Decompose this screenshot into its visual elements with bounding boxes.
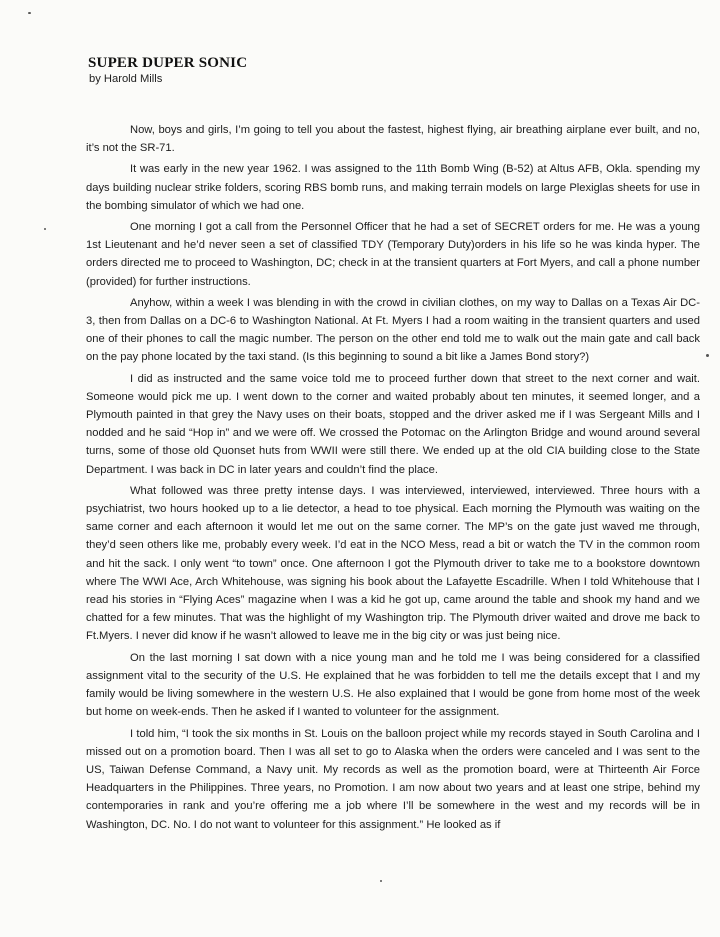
scan-speck bbox=[706, 354, 709, 357]
paragraph: On the last morning I sat down with a nice young man and he told me I was being considered for a classified assignment vital to the security of the U.S. He explained that he was forbidden to tell me the details except that I and my family would be living somewhere in the western U.S. He also explained that I would be gone from home most of the week but home on week-ends. Then he asked if I wanted to volunteer for the assignment. bbox=[86, 651, 700, 719]
scan-speck bbox=[44, 228, 46, 230]
author-byline: by Harold Mills bbox=[89, 73, 163, 85]
paragraph: What followed was three pretty intense days. I was interviewed, interviewed, interviewed. Three hours with a psychiatrist, two hours hooked up to a lie detector, a head to toe physical. Each morning the Plymouth was waiting on the same corner and each afternoon it would let me out on the same corner. The MP’s on the gate just waved me through, they’d seen others like me, probably every week. I’d eat in the NCO Mess, read a bit or watch the TV in the common room and hit the sack. I only went “to town” once. One afternoon I got the Plymouth driver to take me to a bookstore downtown where The WWI Ace, Arch Whitehouse, was signing his book about the Lafayette Escadrille. When I told Whitehouse that I read his stories in “Flying Aces” magazine when I was a kid he got up, came around the table and shook my hand and we chatted for a few minutes. That was the highlight of my Washington trip. The Plymouth driver waited and drove me back to Ft.Myers. I never did know if he wasn’t allowed to leave me in the big city or was just being nice. bbox=[86, 484, 700, 643]
paragraph: It was early in the new year 1962. I was assigned to the 11th Bomb Wing (B-52) at Altus AFB, Okla. spending my days building nuclear strike folders, scoring RBS bomb runs, and making terrain models on large Plexiglas sheets for use in the bombing simulator of which we had one. bbox=[86, 163, 700, 212]
paragraph: Anyhow, within a week I was blending in with the crowd in civilian clothes, on my way to Dallas on a Texas Air DC-3, then from Dallas on a DC-6 to Washington National. At Ft. Myers I had a room waiting in the transient quarters and used one of their phones to call the magic number. The person on the other end told me to walk out the main gate and call back on the pay phone located by the taxi stand. (Is this beginning to sound a bit like a James Bond story?) bbox=[86, 296, 700, 364]
paragraph: One morning I got a call from the Personnel Officer that he had a set of SECRET orders for me. He was a young 1st Lieutenant and he’d never seen a set of classified TDY (Temporary Duty)orders in his life so he was kinda hyper. The orders directed me to proceed to Washington, DC; check in at the transient quarters at Fort Myers, and call a phone number (provided) for further instructions. bbox=[86, 221, 700, 288]
scan-speck bbox=[28, 12, 31, 14]
paragraph: I did as instructed and the same voice told me to proceed further down that street to the next corner and wait. Someone would pick me up. I went down to the corner and waited probably about ten minutes, it seemed longer, and a Plymouth painted in that grey the Navy uses on their boats, stopped and the driver asked me if I was Sergeant Mills and I nodded and he said “Hop in” and we were off. We crossed the Potomac on the Arlington Bridge and wound around several turns, some of those old Quonset huts from WWII were still there. We ended up at the old CIA building close to the State Department. I was back in DC in later years and couldn’t find the place. bbox=[86, 372, 700, 476]
paragraph: Now, boys and girls, I’m going to tell you about the fastest, highest flying, air breathing airplane ever built, and no, it’s not the SR-71. bbox=[86, 124, 700, 155]
document-title: SUPER DUPER SONIC bbox=[88, 55, 248, 71]
paragraph: I told him, “I took the six months in St. Louis on the balloon project while my records stayed in South Carolina and I missed out on a promotion board. Then I was all set to go to Alaska when the orders were canceled and I was sent to the US, Taiwan Defense Command, a Navy unit. My records as well as the promotion board, were at Thirteenth Air Force Headquarters in the Philippines. Three years, no Promotion. I am now about two years and at least one stripe, behind my contemporaries in rank and you’re offering me a job where I’ll be somewhere in the west and my records will be in Washington, DC. No. I do not want to volunteer for this assignment.” He looked as if bbox=[86, 727, 700, 831]
document-body bbox=[86, 121, 700, 837]
scan-speck bbox=[380, 880, 382, 882]
